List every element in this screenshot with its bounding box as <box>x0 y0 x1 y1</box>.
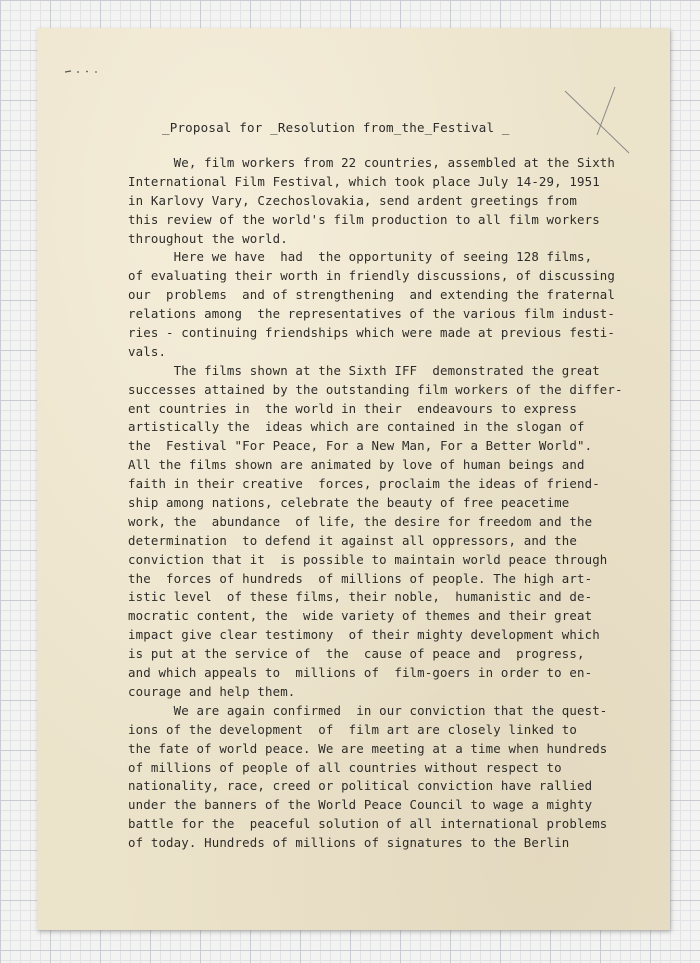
text-line: the forces of hundreds of millions of people. The high art- <box>128 570 593 586</box>
document-body <box>128 154 663 853</box>
text-line: the Festival "For Peace, For a New Man, For a Better World". <box>128 438 593 454</box>
text-line: is put at the service of the cause of peace and progress, <box>128 646 585 662</box>
text-line: relations among the representatives of the various film indust- <box>128 306 616 322</box>
text-line: artistically the ideas which are contained in the slogan of <box>128 419 585 435</box>
text-line: in Karlovy Vary, Czechoslovakia, send ardent greetings from <box>128 192 577 208</box>
text-line: conviction that it is possible to maintain world peace through <box>128 551 608 567</box>
text-line: under the banners of the World Peace Council to wage a mighty <box>128 797 593 813</box>
text-line: ries - continuing friendships which were made at previous festi- <box>128 325 616 341</box>
text-line: our problems and of strengthening and extending the fraternal <box>128 287 616 303</box>
text-line: and which appeals to millions of film-goers in order to en- <box>128 665 593 681</box>
text-line: istic level of these films, their noble, humanistic and de- <box>128 589 593 605</box>
text-line: mocratic content, the wide variety of themes and their great <box>128 608 593 624</box>
text-line: impact give clear testimony of their mighty development which <box>128 627 600 643</box>
text-line: All the films shown are animated by love of human beings and <box>128 457 585 473</box>
text-line: We are again confirmed in our conviction that the quest- <box>128 702 608 718</box>
text-line: The films shown at the Sixth IFF demonstrated the great <box>128 362 600 378</box>
text-line: We, film workers from 22 countries, assembled at the Sixth <box>128 155 616 170</box>
text-line: of millions of people of all countries without respect to <box>128 759 562 775</box>
text-line: of evaluating their worth in friendly discussions, of discussing <box>128 268 616 284</box>
text-line: courage and help them. <box>128 683 296 699</box>
text-line: successes attained by the outstanding film workers of the differ- <box>128 381 623 397</box>
text-line: this review of the world's film production to all film workers <box>128 211 600 227</box>
text-line: Here we have had the opportunity of seeing 128 films, <box>128 249 593 265</box>
text-line: determination to defend it against all oppressors, and the <box>128 532 577 548</box>
text-line: International Film Festival, which took place July 14-29, 1951 <box>128 173 600 189</box>
text-line: ship among nations, celebrate the beauty of free peacetime <box>128 495 570 511</box>
text-line: nationality, race, creed or political conviction have rallied <box>128 778 593 794</box>
pencil-cross-mark <box>557 83 637 163</box>
text-line: the fate of world peace. We are meeting at a time when hundreds <box>128 740 608 756</box>
text-line: faith in their creative forces, proclaim the ideas of friend- <box>128 476 600 492</box>
text-line: ions of the development of film art are closely linked to <box>128 721 577 737</box>
text-line: battle for the peaceful solution of all international problems <box>128 816 608 832</box>
text-line: work, the abundance of life, the desire for freedom and the <box>128 513 593 529</box>
document-title: _Proposal for _Resolution from_the_Festival _ <box>162 120 510 135</box>
typed-document-page <box>37 28 670 930</box>
text-line: of today. Hundreds of millions of signatures to the Berlin <box>128 835 570 851</box>
text-line: throughout the world. <box>128 230 288 246</box>
text-line: vals. <box>128 343 167 359</box>
text-line: ent countries in the world in their endeavours to express <box>128 400 577 416</box>
pencil-dots-mark <box>65 68 103 76</box>
